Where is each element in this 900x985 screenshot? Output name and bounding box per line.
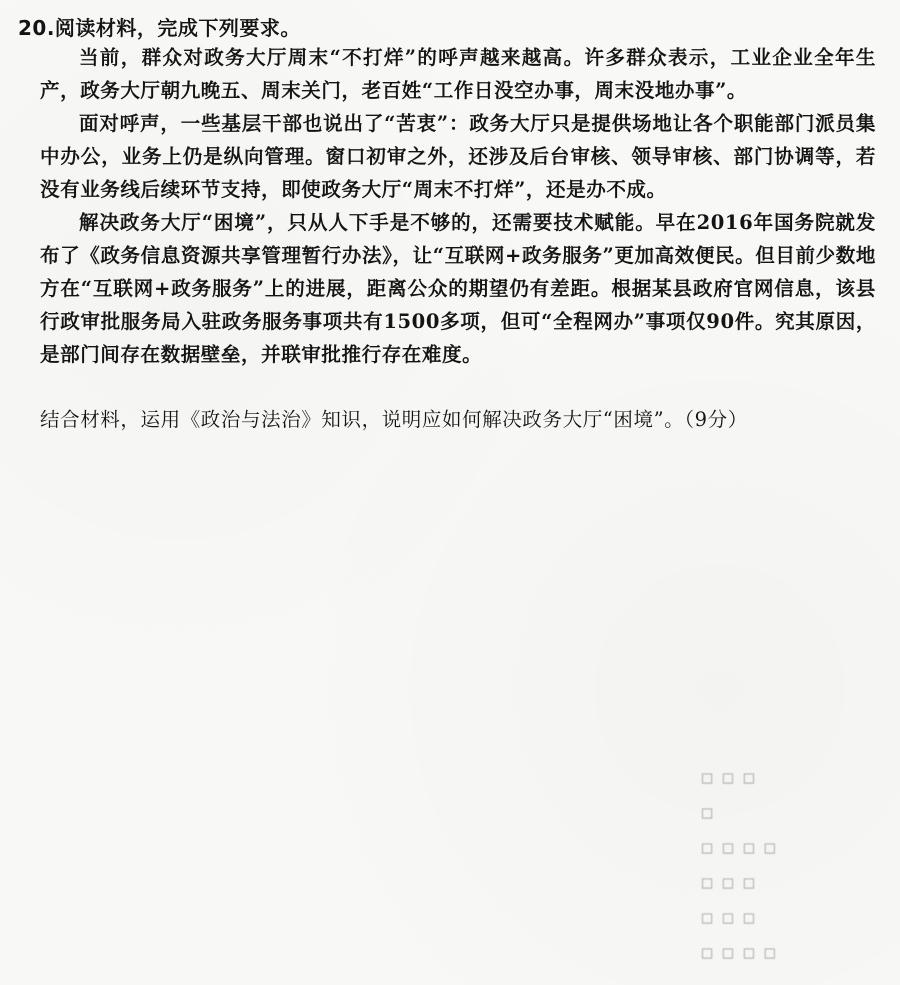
material-paragraph-2: 面对呼声，一些基层干部也说出了“苦衷”：政务大厅只是提供场地让各个职能部门派员集中办公，业务上仍是纵向管理。窗口初审之外，还涉及后台审核、领导审核、部门协调等，若没有业务线后续环节支持，即使政务大厅“周末不打烊”，还是办不成。	[40, 112, 876, 201]
material-paragraph-3: 解决政务大厅“困境”，只从人下手是不够的，还需要技术赋能。早在2016年国务院就发布了《政务信息资源共享管理暂行办法》，让“互联网+政务服务”更加高效便民。但目前少数地方在“互联网+政务服务”上的进展，距离公众的期望仍有差距。根据某县政府官网信息，该县行政审批服务局入驻政务服务事项共有1500多项，但可“全程网办”事项仅90件。究其原因，是部门间存在数据壁垒，并联审批推行存在难度。	[40, 211, 876, 366]
question-title: 20.阅读材料，完成下列要求。	[18, 16, 301, 40]
question-prompt: 结合材料，运用《政治与法治》知识，说明应如何解决政务大厅“困境”。（9分）	[40, 408, 748, 431]
material-paragraph-1: 当前，群众对政务大厅周末“不打烊”的呼声越来越高。许多群众表示，工业企业全年生产，政务大厅朝九晚五、周末关门，老百姓“工作日没空办事，周末没地办事”。	[40, 46, 876, 102]
bleed-through-artifact: ▫ ▫ ▫ ▫ ▫ ▫ ▫ ▫ ▫ ▫ ▫ ▫ ▫ ▫ ▫ ▫ ▫ ▫	[700, 765, 777, 964]
